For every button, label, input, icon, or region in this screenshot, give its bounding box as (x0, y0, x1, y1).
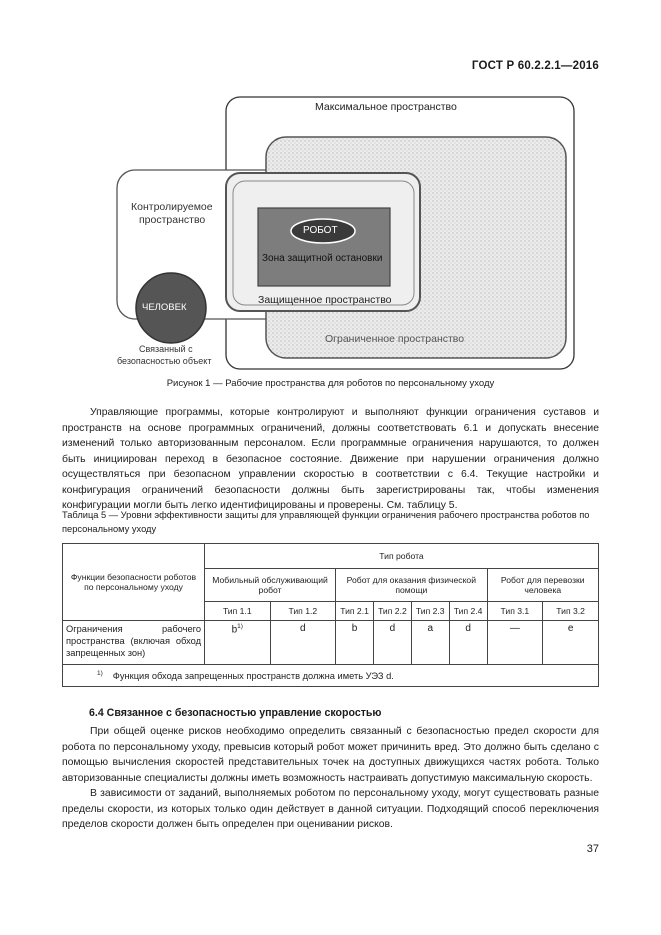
safety-object-label-2: безопасностью объект (117, 356, 212, 366)
paragraph-speed-limit: При общей оценке рисков необходимо определить связанный с безопасностью предел скорости для робота по персональному уходу, превысив который робот может причинить вред. Это должно быть сделано с помощью вычисления скоростей представительных точек на доступных движущихся частях робота. Только авторизованные специалисты должны иметь возможность настраивать допустимую максимальную скорость. (62, 726, 599, 784)
section-paragraphs (62, 724, 599, 833)
group-person-carrier: Робот для перевозки человека (487, 569, 598, 602)
value-cell: d (270, 621, 336, 665)
type-header: Тип 2.4 (449, 602, 487, 621)
footnote-ref: 1) (237, 623, 243, 630)
safety-object-label-1: Связанный с (139, 344, 193, 354)
robot-label: РОБОТ (303, 225, 338, 236)
type-header: Тип 1.1 (205, 602, 271, 621)
type-header: Тип 2.1 (336, 602, 374, 621)
robot-type-header: Тип робота (205, 544, 599, 569)
type-header: Тип 3.1 (487, 602, 543, 621)
footnote-mark: 1) (97, 669, 103, 677)
row-label: Ограничения рабочего пространства (включая обход запрещенных зон) (63, 621, 205, 665)
value-cell: d (449, 621, 487, 665)
value-cell: a (411, 621, 449, 665)
type-header: Тип 2.2 (373, 602, 411, 621)
type-header: Тип 2.3 (411, 602, 449, 621)
group-physical-assistant: Робот для оказания физической помощи (336, 569, 487, 602)
stop-zone-label: Зона защитной остановки (262, 253, 383, 264)
paragraph-speed-switching: В зависимости от заданий, выполняемых роботом по персональному уходу, могут существовать разные пределы скорости, из которых только один действует в данной ситуации. Подходящий способ переключения пределов скорости должен быть определен при оценивании рисков. (62, 788, 599, 830)
table-title: Таблица 5 — Уровни эффективности защиты для управляющей функции ограничения рабочего пространства роботов по персональному уходу (62, 510, 590, 534)
type-header: Тип 1.2 (270, 602, 336, 621)
human-label: ЧЕЛОВЕК (142, 302, 187, 313)
paragraph-software-limits: Управляющие программы, которые контролируют и выполняют функции ограничения суставов и пространств на основе программных ограничений, должны соответствовать 6.1 и допускать внесение изменений только авторизованным персоналом. Если программные ограничения нарушаются, то должен быть инициирован переход в безопасное состояние. Движение при нарушении ограничения должно осуществляться при безопасном управлении скоростью в соответствии с 6.4. Текущие настройки и конфигурация ограничений безопасности должны быть зарегистрированы так, чтобы изменения конфигурации могли быть легко идентифицированы и проверены. См. таблицу 5. (62, 407, 599, 511)
group-mobile-servant: Мобильный обслуживающий робот (205, 569, 336, 602)
page-number: 37 (586, 843, 599, 855)
controlled-space-label-1: Контролируемое (131, 201, 213, 213)
max-space-label: Максимальное пространство (315, 101, 457, 113)
workspace-figure (0, 0, 661, 400)
table-footnote: $^{1)}$ Функция обхода запрещенных пространств должна иметь УЭЗ d. (63, 665, 599, 687)
value-cell: $b^{1)}$ (205, 621, 271, 665)
table-5 (62, 543, 599, 687)
value-cell: — (487, 621, 543, 665)
value-cell: b (336, 621, 374, 665)
figure-caption: Рисунок 1 — Рабочие пространства для роботов по персональному уходу (166, 378, 495, 389)
value-cell: d (373, 621, 411, 665)
section-heading: 6.4 Связанное с безопасностью управление скоростью (89, 707, 382, 719)
table-row (63, 621, 599, 665)
value-cell: e (543, 621, 599, 665)
protected-space-label: Защищенное пространство (258, 294, 392, 306)
standard-header: ГОСТ Р 60.2.2.1—2016 (471, 60, 599, 72)
restricted-space-label: Ограниченное пространство (325, 333, 465, 345)
type-header: Тип 3.2 (543, 602, 599, 621)
controlled-space-label-2: пространство (139, 214, 206, 226)
col-function-header: Функции безопасности роботов по персональному уходу (63, 544, 205, 621)
